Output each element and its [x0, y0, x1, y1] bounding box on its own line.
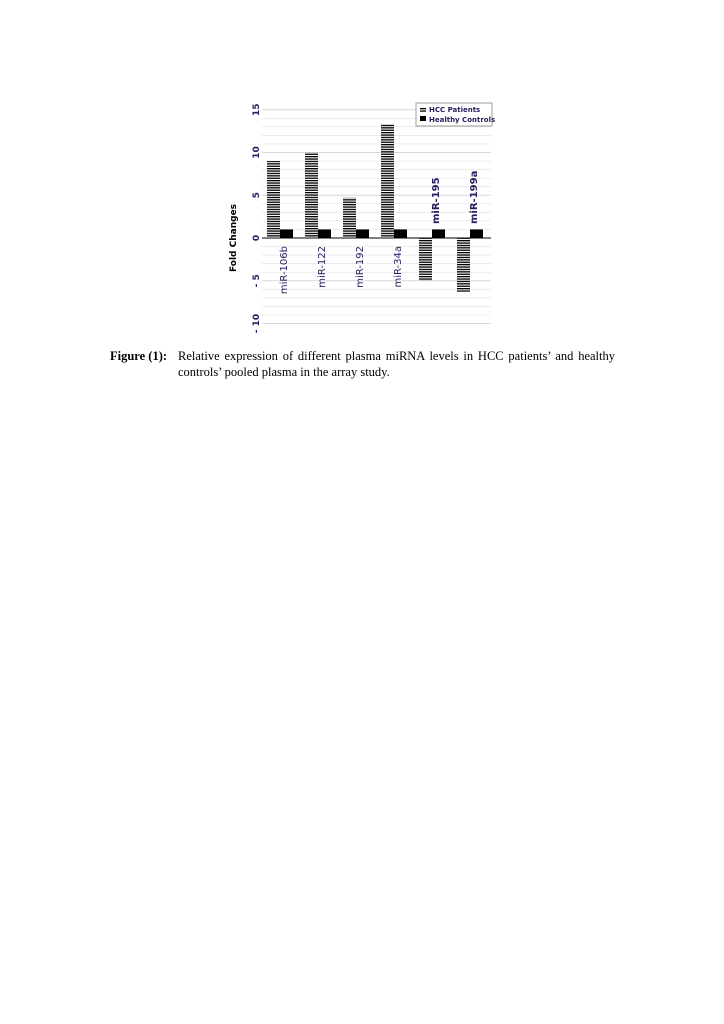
bar-hcc-mir-192	[343, 198, 356, 238]
bar-chart	[0, 0, 724, 345]
y-tick-label: 15	[252, 103, 262, 117]
legend-label-hcc: HCC Patients	[429, 106, 481, 114]
category-label-mir-192: miR-192	[355, 246, 366, 288]
figure-caption	[110, 348, 615, 380]
y-axis-title: Fold Changes	[229, 203, 239, 273]
gridlines	[262, 110, 491, 324]
y-tick-label: 5	[252, 192, 262, 199]
bars	[267, 124, 483, 295]
bar-hcc-mir-122	[305, 153, 318, 239]
legend-label-control: Healthy Controls	[429, 116, 496, 124]
bar-hcc-mir-106b	[267, 161, 280, 238]
bar-hcc-mir-34a	[381, 124, 394, 238]
bar-control-mir-106b	[280, 229, 293, 238]
category-label-mir-106b: miR-106b	[279, 246, 290, 295]
bar-hcc-mir-195	[419, 238, 432, 281]
category-label-mir-122: miR-122	[317, 246, 328, 288]
caption-label: Figure (1):	[110, 349, 168, 363]
y-tick-label: - 5	[252, 274, 262, 288]
y-tick-label: 0	[252, 234, 262, 242]
legend	[416, 103, 495, 126]
category-label-mir-34a: miR-34a	[393, 246, 404, 288]
category-label-mir-199a: miR-199a	[469, 170, 480, 224]
legend-swatch-hcc	[420, 107, 426, 112]
legend-swatch-control	[420, 116, 426, 121]
caption-text: Relative expression of different plasma miRNA levels in HCC patients’ and healthy controls’ pooled plasma in the array study.	[178, 349, 615, 379]
y-tick-label: 10	[252, 146, 262, 159]
bar-control-mir-199a	[470, 229, 483, 238]
bar-hcc-mir-199a	[457, 238, 470, 292]
bar-control-mir-34a	[394, 229, 407, 238]
category-label-mir-195: miR-195	[431, 177, 442, 224]
bar-control-mir-122	[318, 229, 331, 238]
y-tick-label: - 10	[252, 313, 262, 334]
bar-control-mir-195	[432, 229, 445, 238]
bar-control-mir-192	[356, 229, 369, 238]
